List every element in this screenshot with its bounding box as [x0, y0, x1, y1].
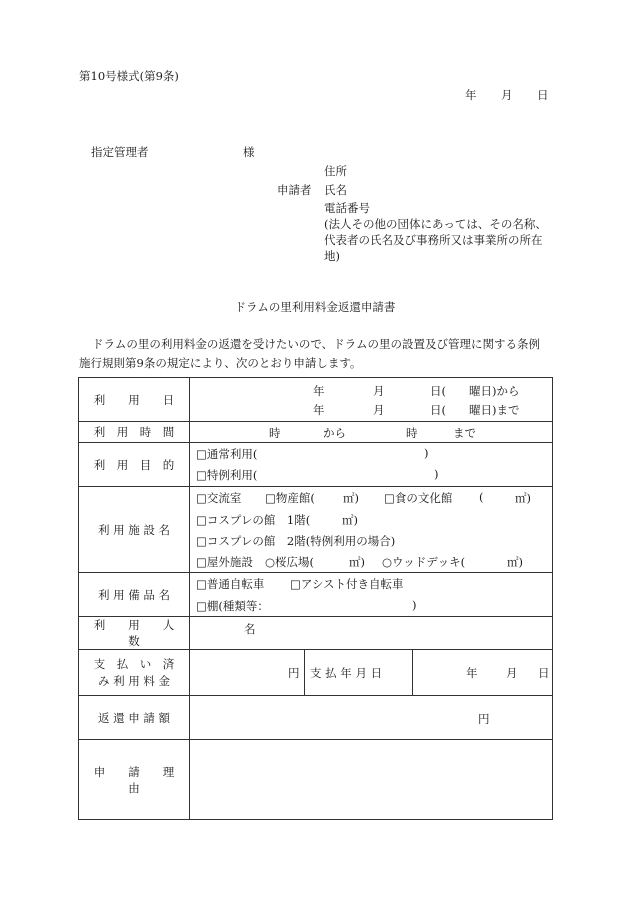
purpose-field [190, 443, 553, 487]
row-reason [79, 740, 553, 820]
row-usage-time [79, 422, 553, 443]
facility-cosplay-1f-unit: ㎡) [342, 513, 358, 527]
usage-time-hour2: 時 [406, 426, 418, 440]
equipment-shelf-checkbox[interactable]: □棚(種類等： [196, 599, 269, 613]
reason-label: 申 請 理 由 [79, 740, 190, 820]
pay-date-month: 月 [506, 666, 518, 680]
equipment-assist-bicycle-checkbox[interactable]: □アシスト付き自転車 [290, 577, 404, 591]
usage-from-day: 日( 曜日)から [430, 384, 520, 398]
persons-unit: 名 [244, 622, 256, 636]
applicant-address-label: 住所 [324, 164, 347, 178]
row-persons [79, 617, 553, 650]
facility-plaza-radio[interactable]: ○桜広場( [265, 555, 315, 569]
purpose-special-checkbox[interactable]: □特例利用( [196, 468, 258, 482]
purpose-normal-close: ) [424, 446, 429, 460]
usage-date-field[interactable] [190, 378, 553, 422]
pay-date-year: 年 [466, 666, 478, 680]
purpose-special-close: ) [434, 467, 439, 481]
applicant-note-line2: 代表者の氏名及び事務所又は事業所の所在 [324, 233, 543, 247]
facility-deck-radio[interactable]: ○ウッドデッキ( [382, 555, 466, 569]
paid-fee-label-line1: 支 払 い 済 [93, 656, 175, 671]
facility-food-culture-unit: ㎡) [515, 491, 531, 505]
intro-line1: ドラムの里の利用料金の返還を受けたいので、ドラムの里の設置及び管理に関する条例 [92, 337, 541, 351]
header-day-label: 日 [537, 88, 549, 102]
row-purpose [79, 443, 553, 487]
applicant-note-line3: 地) [324, 249, 340, 263]
pay-date-day: 日 [538, 666, 550, 680]
reason-field[interactable] [190, 740, 553, 820]
facility-products-hall-checkbox[interactable]: □物産館( [265, 491, 315, 505]
refund-amount-field[interactable] [190, 696, 553, 740]
row-facility [79, 487, 553, 573]
equipment-shelf-close: ) [412, 598, 417, 612]
paid-fee-label [79, 650, 190, 696]
usage-time-from: から [323, 426, 346, 440]
persons-field[interactable] [190, 617, 553, 650]
facility-exchange-room-checkbox[interactable]: □交流室 [196, 491, 242, 505]
facility-field [190, 487, 553, 573]
facility-cosplay-2f-checkbox[interactable]: □コスプレの館 2階(特例利用の場合) [196, 534, 396, 548]
paid-fee-divider-2 [412, 650, 413, 696]
header-year-label: 年 [465, 88, 477, 102]
purpose-label: 利 用 目 的 [79, 443, 190, 487]
paid-fee-field [190, 650, 553, 696]
document-title: ドラムの里利用料金返還申請書 [234, 300, 396, 314]
equipment-field [190, 573, 553, 617]
usage-time-to: まで [453, 426, 476, 440]
applicant-phone-label: 電話番号 [324, 201, 370, 215]
facility-plaza-unit: ㎡) [349, 555, 365, 569]
usage-time-label: 利 用 時 間 [79, 422, 190, 443]
usage-to-day: 日( 曜日)まで [430, 403, 520, 417]
purpose-normal-checkbox[interactable]: □通常利用( [196, 447, 258, 461]
addressee-title: 指定管理者 [91, 145, 149, 159]
equipment-label: 利 用 備 品 名 [79, 573, 190, 617]
application-form-table [78, 377, 553, 820]
row-refund-amount [79, 696, 553, 740]
usage-to-year: 年 [313, 403, 325, 417]
applicant-name-label: 氏名 [324, 183, 347, 197]
facility-label: 利 用 施 設 名 [79, 487, 190, 573]
paid-fee-yen: 円 [288, 666, 300, 680]
facility-food-culture-paren: ( [479, 490, 484, 504]
refund-amount-label: 返 還 申 請 額 [79, 696, 190, 740]
intro-line2: 施行規則第9条の規定により、次のとおり申請します。 [79, 356, 362, 370]
refund-yen: 円 [478, 712, 490, 726]
facility-cosplay-1f-checkbox[interactable]: □コスプレの館 1階( [196, 513, 311, 527]
facility-food-culture-checkbox[interactable]: □食の文化館 [384, 491, 453, 505]
paid-fee-label-line2: み 利 用 料 金 [97, 673, 171, 688]
applicant-label: 申請者 [277, 183, 312, 197]
row-equipment [79, 573, 553, 617]
pay-date-label: 支 払 年 月 日 [310, 666, 383, 680]
facility-outdoor-checkbox[interactable]: □屋外施設 [196, 555, 253, 569]
equipment-bicycle-checkbox[interactable]: □普通自転車 [196, 577, 265, 591]
usage-time-hour1: 時 [269, 426, 281, 440]
usage-from-month: 月 [373, 384, 385, 398]
usage-from-year: 年 [313, 384, 325, 398]
paid-fee-divider-1 [304, 650, 305, 696]
persons-label: 利 用 人 数 [79, 617, 190, 650]
header-month-label: 月 [501, 88, 513, 102]
facility-products-hall-unit: ㎡) [343, 491, 359, 505]
applicant-note-line1: (法人その他の団体にあっては、その名称、 [324, 217, 547, 231]
row-paid-fee [79, 650, 553, 696]
form-number: 第10号様式(第9条) [79, 69, 179, 83]
usage-to-month: 月 [373, 403, 385, 417]
row-usage-date [79, 378, 553, 422]
usage-time-field[interactable] [190, 422, 553, 443]
facility-deck-unit: ㎡) [507, 555, 523, 569]
usage-date-label: 利 用 日 [79, 378, 190, 422]
addressee-honorific: 様 [243, 145, 255, 159]
